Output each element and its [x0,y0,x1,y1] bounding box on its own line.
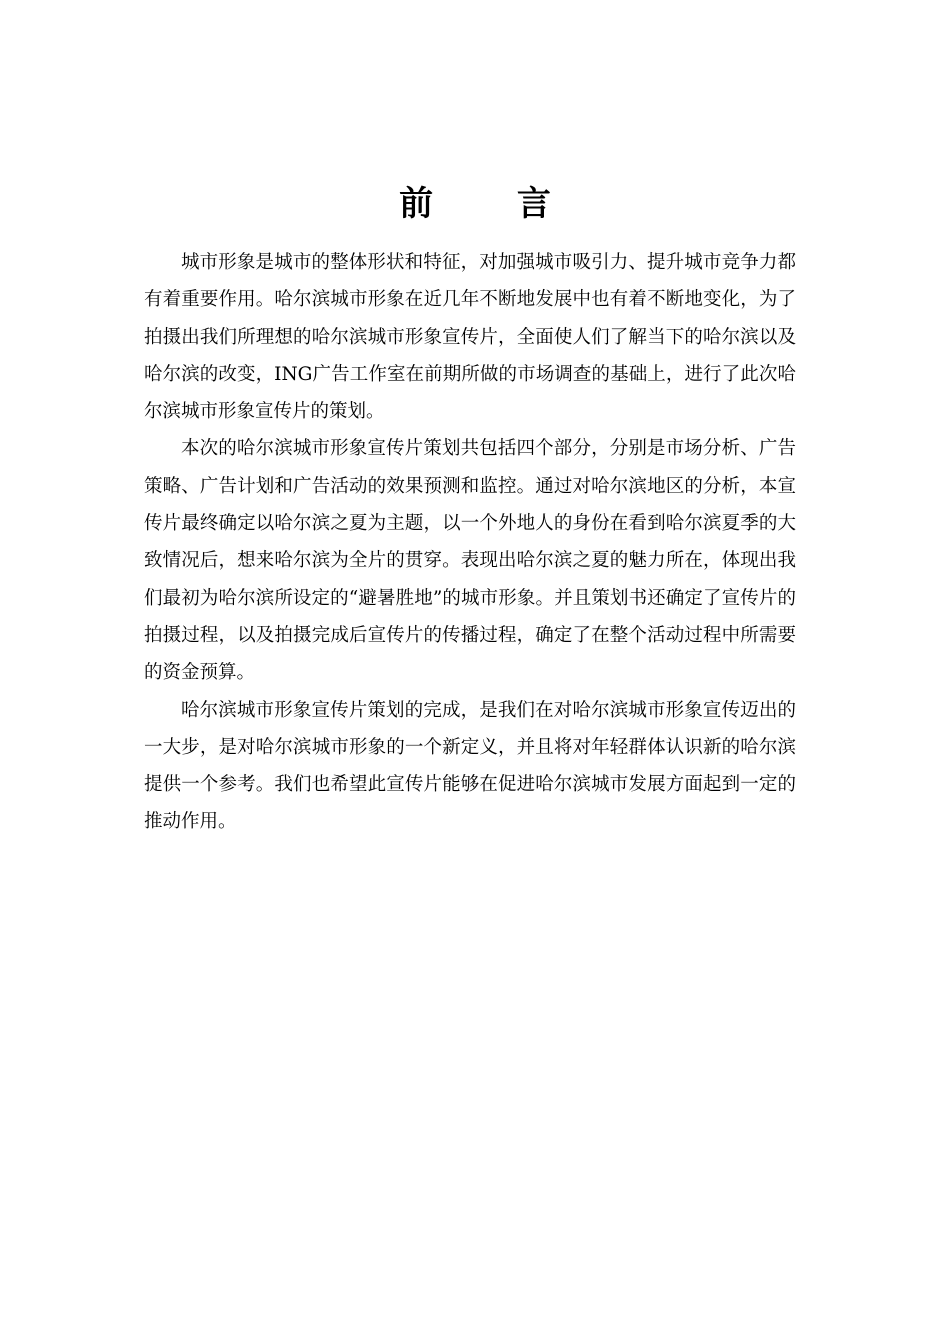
document-body [144,244,796,841]
paragraph-1: 城市形象是城市的整体形状和特征，对加强城市吸引力、提升城市竞争力都有着重要作用。哈尔滨城市形象在近几年不断地发展中也有着不断地变化，为了拍摄出我们所理想的哈尔滨城市形象宣传片，全面使人们了解当下的哈尔滨以及哈尔滨的改变，ING广告工作室在前期所做的市场调查的基础上，进行了此次哈尔滨城市形象宣传片的策划。 [144,252,796,423]
paragraph-3: 哈尔滨城市形象宣传片策划的完成，是我们在对哈尔滨城市形象宣传迈出的一大步，是对哈尔滨城市形象的一个新定义，并且将对年轻群体认识新的哈尔滨提供一个参考。我们也希望此宣传片能够在促进哈尔滨城市发展方面起到一定的推动作用。 [144,699,796,833]
paragraph-2: 本次的哈尔滨城市形象宣传片策划共包括四个部分，分别是市场分析、广告策略、广告计划和广告活动的效果预测和监控。通过对哈尔滨地区的分析，本宣传片最终确定以哈尔滨之夏为主题，以一个外地人的身份在看到哈尔滨夏季的大致情况后，想来哈尔滨为全片的贯穿。表现出哈尔滨之夏的魅力所在，体现出我们最初为哈尔滨所设定的“避暑胜地”的城市形象。并且策划书还确定了宣传片的拍摄过程，以及拍摄完成后宣传片的传播过程，确定了在整个活动过程中所需要的资金预算。 [144,438,796,684]
page-title: 前 言 [399,184,587,224]
